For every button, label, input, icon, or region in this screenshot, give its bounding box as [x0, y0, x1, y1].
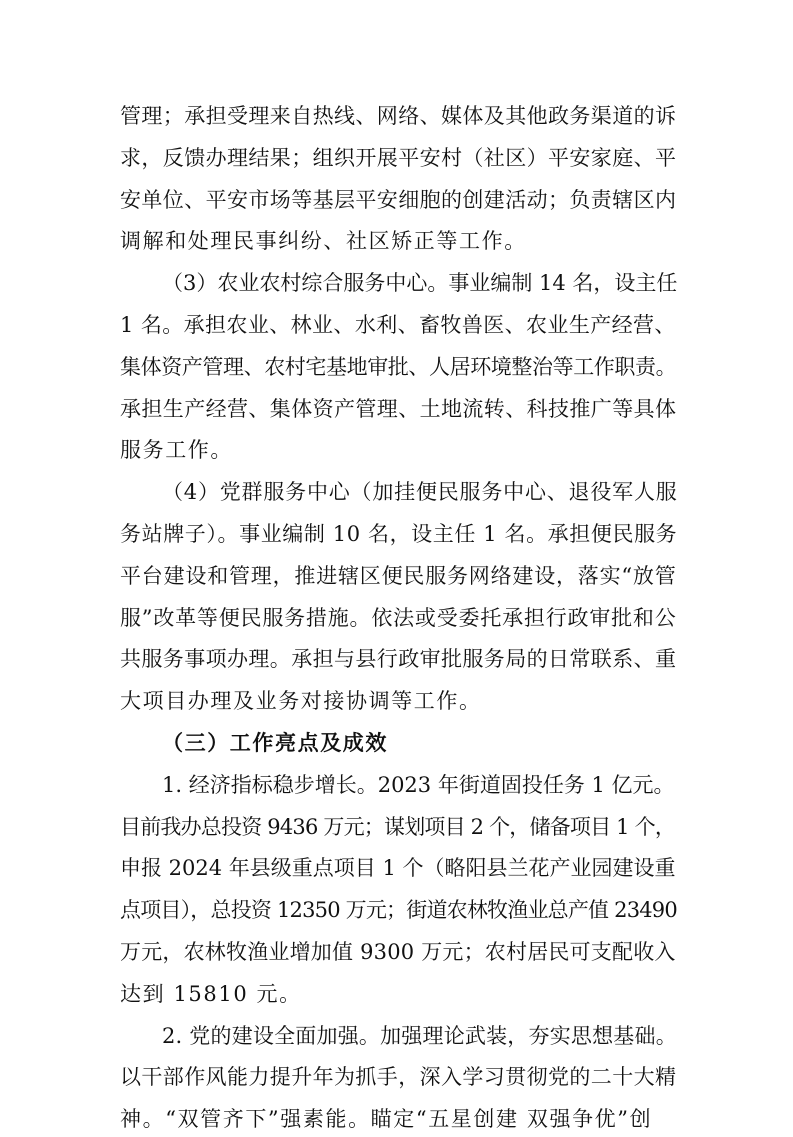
- text-line: 集体资产管理、农村宅基地审批、人居环境整治等工作职责。: [120, 355, 677, 379]
- text-line: 承担生产经营、集体资产管理、土地流转、科技推广等具体: [120, 397, 677, 421]
- text-line: 服”改革等便民服务措施。依法或受委托承担行政审批和公: [120, 606, 677, 630]
- text-line: 务站牌子）。事业编制 10 名，设主任 1 名。承担便民服务: [120, 522, 678, 546]
- text-line: 共服务事项办理。承担与县行政审批服务局的日常联系、重: [120, 647, 677, 671]
- text-line: 求，反馈办理结果；组织开展平安村（社区）平安家庭、平: [120, 146, 677, 170]
- text-line: 调解和处理民事纠纷、社区矫正等工作。: [120, 229, 527, 253]
- text-line: 申报 2024 年县级重点项目 1 个（略阳县兰花产业园建设重: [120, 856, 676, 880]
- text-line: 1. 经济指标稳步增长。2023 年街道固投任务 1 亿元。: [162, 773, 675, 797]
- text-line: 管理；承担受理来自热线、网络、媒体及其他政务渠道的诉: [120, 104, 677, 128]
- text-line: 点项目），总投资 12350 万元；街道农林牧渔业总产值 23490: [120, 898, 677, 922]
- text-line: 安单位、平安市场等基层平安细胞的创建活动；负责辖区内: [120, 188, 677, 212]
- text-line: 大项目办理及业务对接协调等工作。: [120, 689, 482, 713]
- text-line: 2. 党的建设全面加强。加强理论武装，夯实思想基础。: [162, 1024, 677, 1048]
- text-line: 服务工作。: [120, 438, 233, 462]
- text-line: 万元，农林牧渔业增加值 9300 万元；农村居民可支配收入: [120, 940, 676, 964]
- text-line: 平台建设和管理，推进辖区便民服务网络建设，落实“放管: [120, 564, 677, 588]
- text-line: 1 名。承担农业、林业、水利、畜牧兽医、农业生产经营、: [120, 313, 676, 337]
- text-line: （3）农业农村综合服务中心。事业编制 14 名，设主任: [162, 271, 678, 295]
- text-line: 达到 15810 元。: [120, 982, 302, 1006]
- text-line: 目前我办总投资 9436 万元；谋划项目 2 个，储备项目 1 个，: [120, 815, 676, 839]
- text-line: 以干部作风能力提升年为抓手，深入学习贯彻党的二十大精: [120, 1065, 677, 1089]
- text-line: 神。“双管齐下”强素能。瞄定“五星创建 双强争优”创: [120, 1107, 653, 1131]
- text-line: （4）党群服务中心（加挂便民服务中心、退役军人服: [162, 480, 678, 504]
- section-heading: （三）工作亮点及成效: [162, 730, 388, 755]
